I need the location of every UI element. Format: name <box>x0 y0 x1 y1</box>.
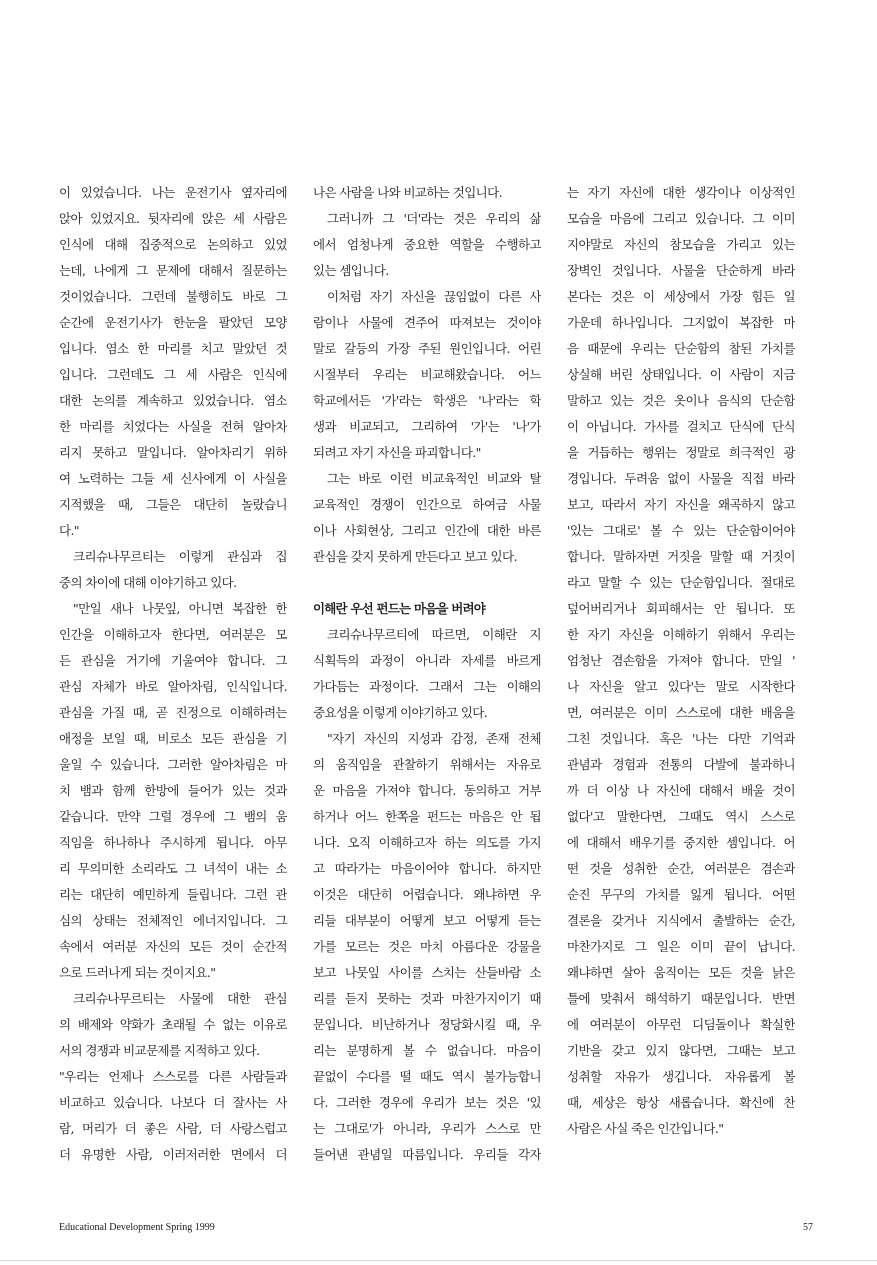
text-line: 속에서 여러분 자신의 모든 것이 순간적 <box>59 939 287 954</box>
text-line: 중의 차이에 대해 이야기하고 있다. <box>59 575 237 590</box>
text-line: 서의 경쟁과 비교문제를 지적하고 있다. <box>59 1043 260 1058</box>
text-line: 라고 말할 수 있는 단순함입니다. 절대로 <box>567 575 795 590</box>
text-line: 관념과 경험과 전통의 다발에 불과하니 <box>567 757 795 772</box>
text-line: 리는 대단히 예민하게 들립니다. 그런 관 <box>59 887 287 902</box>
text-line: 보고 나뭇잎 사이를 스치는 산들바람 소 <box>313 965 541 980</box>
text-line: 크리슈나무르티는 이렇게 관심과 집 <box>73 549 287 564</box>
blank-line <box>313 570 541 596</box>
text-line: 애정을 보일 때, 비로소 모든 관심을 기 <box>59 731 287 746</box>
text-line: 때, 세상은 항상 새롭습니다. 확신에 찬 <box>567 1095 795 1110</box>
text-line: 리는 분명하게 볼 수 없습니다. 마음이 <box>313 1043 541 1058</box>
text-line: 는 자기 자신에 대한 생각이나 이상적인 <box>567 185 795 200</box>
text-line: 순간에 운전기사가 한눈을 팔았던 모양 <box>59 315 287 330</box>
text-line: 에서 엄청나게 중요한 역할을 수행하고 <box>313 237 541 252</box>
text-line: 직임을 하나하나 주시하게 됩니다. 아무 <box>59 835 287 850</box>
text-line: 문입니다. 비난하거나 정당화시킬 때, 우 <box>313 1017 541 1032</box>
text-line: 중요성을 이렇게 이야기하고 있다. <box>313 705 488 720</box>
text-line: 크리슈나무르티에 따르면, 이해란 지 <box>327 627 541 642</box>
text-line: 틀에 맞춰서 해석하기 때문입니다. 반면 <box>567 991 795 1006</box>
text-line: 다." <box>59 523 79 538</box>
text-line: 장벽인 것입니다. 사물을 단순하게 바라 <box>567 263 795 278</box>
text-line: 의 움직임을 관찰하기 위해서는 자유로 <box>313 757 541 772</box>
text-line: 을 거듭하는 행위는 정말로 희극적인 광 <box>567 445 795 460</box>
text-line: 면, 여러분은 이미 스스로에 대한 배움을 <box>567 705 795 720</box>
text-line: 울일 수 있습니다. 그러한 알아차림은 마 <box>59 757 287 772</box>
text-line: 리들 대부분이 어떻게 보고 어떻게 듣는 <box>313 913 541 928</box>
text-line: 말하고 있는 것은 옷이나 음식의 단순함 <box>567 393 795 408</box>
text-line: 마찬가지로 그 일은 이미 끝이 납니다. <box>567 939 795 954</box>
text-line: 보고, 따라서 자기 자신을 왜곡하지 않고 <box>567 497 795 512</box>
text-line: 있는 셈입니다. <box>313 263 389 278</box>
text-line: 이처럼 자기 자신을 끊임없이 다른 사 <box>327 289 541 304</box>
text-line: "만일 새나 나뭇잎, 아니면 복잡한 한 <box>73 601 287 616</box>
text-line: 가를 모르는 것은 마치 아름다운 강물을 <box>313 939 541 954</box>
text-line: 인식에 대해 집중적으로 논의하고 있었 <box>59 237 287 252</box>
text-line: 경입니다. 두려움 없이 사물을 직접 바라 <box>567 471 795 486</box>
text-column-3 <box>567 180 795 1142</box>
text-line: '있는 그대로' 볼 수 있는 단순함이어야 <box>567 523 795 538</box>
text-line: 떤 것을 성취한 순간, 여러분은 겸손과 <box>567 861 795 876</box>
text-line: 이것은 대단히 어렵습니다. 왜냐하면 우 <box>313 887 541 902</box>
text-line: 그친 것입니다. 혹은 '나는 다만 기억과 <box>567 731 795 746</box>
text-line: 하거나 어느 한쪽을 펀드는 마음은 안 됩 <box>313 809 541 824</box>
text-line: 덮어버리거나 회피해서는 안 됩니다. 또 <box>567 601 795 616</box>
page-footer <box>59 1222 813 1233</box>
text-line: 사람은 사실 죽은 인간입니다." <box>567 1121 724 1136</box>
text-line: 으로 드러나게 되는 것이지요." <box>59 965 216 980</box>
text-line: 관심을 가질 때, 곧 진정으로 이해하려는 <box>59 705 287 720</box>
text-line: 비교하고 있습니다. 나보다 더 잘사는 사 <box>59 1095 287 1110</box>
text-line: 관심 자체가 바로 알아차림, 인식입니다. <box>59 679 287 694</box>
text-line: 는데, 나에게 그 문제에 대해서 질문하는 <box>59 263 287 278</box>
text-line: 들어낸 관념일 따름입니다. 우리들 각자 <box>313 1147 541 1162</box>
text-line: 에 대해서 배우기를 중지한 셈입니다. 어 <box>567 835 795 850</box>
text-line: 크리슈나무르티는 사물에 대한 관심 <box>73 991 287 1006</box>
text-line: 결론을 갖거나 지식에서 출발하는 순간, <box>567 913 795 928</box>
text-line: 는 그대로'가 아니라, 우리가 스스로 만 <box>313 1121 541 1136</box>
text-line: 끝없이 수다를 떨 때도 역시 불가능합니 <box>313 1069 541 1084</box>
text-line: 이 있었습니다. 나는 운전기사 옆자리에 <box>59 185 287 200</box>
text-line: 생과 비교되고, 그리하여 '가'는 '나'가 <box>313 419 541 434</box>
text-line: 에 여러분이 아무런 디딤돌이나 확실한 <box>567 1017 795 1032</box>
text-line: 리를 듣지 못하는 것과 마찬가지이기 때 <box>313 991 541 1006</box>
text-line: 더 유명한 사람, 이러저러한 면에서 더 <box>59 1147 287 1162</box>
text-line: 여 노력하는 그들 세 신사에게 이 사실을 <box>59 471 287 486</box>
text-line: 리 무의미한 소리라도 그 녀석이 내는 소 <box>59 861 287 876</box>
text-line: 시절부터 우리는 비교해왔습니다. 어느 <box>313 367 541 382</box>
text-line: 운 마음을 가져야 합니다. 동의하고 거부 <box>313 783 541 798</box>
text-line: 순진 무구의 가치를 잃게 됩니다. 어떤 <box>567 887 795 902</box>
text-line: 람, 머리가 더 좋은 사람, 더 사랑스럽고 <box>59 1121 287 1136</box>
text-line: 성취할 자유가 생깁니다. 자유롭게 볼 <box>567 1069 795 1084</box>
text-line: 람이나 사물에 견주어 따져보는 것이야 <box>313 315 541 330</box>
text-line: 그는 바로 이런 비교육적인 비교와 탈 <box>327 471 541 486</box>
text-line: 합니다. 말하자면 거짓을 말할 때 거짓이 <box>567 549 795 564</box>
text-line: 나은 사람을 나와 비교하는 것입니다. <box>313 185 502 200</box>
text-column-2 <box>313 180 541 1168</box>
text-line: 한 마리를 치었다는 사실을 전혀 알아차 <box>59 419 287 434</box>
text-line: 대한 논의를 계속하고 있었습니다. 염소 <box>59 393 287 408</box>
text-line: 고 따라가는 마음이어야 합니다. 하지만 <box>313 861 541 876</box>
text-line: 지적했을 때, 그들은 대단히 놀랐습니 <box>59 497 287 512</box>
text-line: 이 아닙니다. 가사를 걸치고 단식에 단식 <box>567 419 795 434</box>
text-line: 리지 못하고 말입니다. 알아차리기 위하 <box>59 445 287 460</box>
text-line: 관심을 갖지 못하게 만든다고 보고 있다. <box>313 549 517 564</box>
bottom-rule <box>0 1260 877 1261</box>
text-line: 나 자신을 알고 있다'는 말로 시작한다 <box>567 679 795 694</box>
text-line: 모습을 마음에 그리고 있습니다. 그 이미 <box>567 211 795 226</box>
section-heading: 이해란 우선 펀드는 마음을 버려야 <box>313 601 486 616</box>
text-line: 까 더 이상 나 자신에 대해서 배울 것이 <box>567 783 795 798</box>
text-line: 엄청난 겸손함을 가져야 합니다. 만일 ' <box>567 653 795 668</box>
text-line: 같습니다. 만약 그럴 경우에 그 뱀의 움 <box>59 809 287 824</box>
text-line: 상실해 버린 상태입니다. 이 사람이 지금 <box>567 367 795 382</box>
text-line: 치 뱀과 함께 한방에 들어가 있는 것과 <box>59 783 287 798</box>
text-line: 든 관심을 거기에 기울여야 합니다. 그 <box>59 653 287 668</box>
text-line: 의 배제와 약화가 초래될 수 없는 이유로 <box>59 1017 287 1032</box>
text-line: 니다. 오직 이해하고자 하는 의도를 가지 <box>313 835 541 850</box>
journal-title: Educational Development Spring 1999 <box>59 1222 215 1233</box>
text-line: 식획득의 과정이 아니라 자세를 바르게 <box>313 653 541 668</box>
text-line: 한 자기 자신을 이해하기 위해서 우리는 <box>567 627 795 642</box>
text-line: 없다'고 말한다면, 그때도 역시 스스로 <box>567 809 795 824</box>
text-line: 교육적인 경쟁이 인간으로 하여금 사물 <box>313 497 541 512</box>
text-line: 심의 상태는 전체적인 에너지입니다. 그 <box>59 913 287 928</box>
text-column-1 <box>59 180 287 1168</box>
text-line: 가운데 하나입니다. 그지없이 복잡한 마 <box>567 315 795 330</box>
text-line: 앉아 있었지요. 뒷자리에 앉은 세 사람은 <box>59 211 287 226</box>
text-line: 말로 갈등의 가장 주된 원인입니다. 어린 <box>313 341 541 356</box>
text-line: 기반을 갖고 있지 않다면, 그때는 보고 <box>567 1043 795 1058</box>
text-line: 다. 그러한 경우에 우리가 보는 것은 '있 <box>313 1095 541 1110</box>
page-number: 57 <box>803 1222 813 1233</box>
text-line: 가다듬는 과정이다. 그래서 그는 이해의 <box>313 679 541 694</box>
text-line: "우리는 언제나 스스로를 다른 사람들과 <box>59 1069 287 1084</box>
text-line: 왜냐하면 살아 움직이는 모든 것을 낡은 <box>567 965 795 980</box>
text-line: 음 때문에 우리는 단순함의 참된 가치를 <box>567 341 795 356</box>
text-line: 것이었습니다. 그런데 불행히도 바로 그 <box>59 289 287 304</box>
text-line: 학교에서든 '가'라는 학생은 '나'라는 학 <box>313 393 541 408</box>
text-line: 지야말로 자신의 참모습을 가리고 있는 <box>567 237 795 252</box>
text-line: 입니다. 그런데도 그 세 사람은 인식에 <box>59 367 287 382</box>
text-line: 본다는 것은 이 세상에서 가장 힘든 일 <box>567 289 795 304</box>
text-line: "자기 자신의 지성과 감정, 존재 전체 <box>327 731 541 746</box>
text-line: 이나 사회현상, 그리고 인간에 대한 바른 <box>313 523 541 538</box>
text-line: 인간을 이해하고자 한다면, 여러분은 모 <box>59 627 287 642</box>
text-line: 되려고 자기 자신을 파괴합니다." <box>313 445 481 460</box>
text-line: 입니다. 염소 한 마리를 치고 말았던 것 <box>59 341 287 356</box>
text-line: 그러니까 그 '더'라는 것은 우리의 삶 <box>327 211 541 226</box>
